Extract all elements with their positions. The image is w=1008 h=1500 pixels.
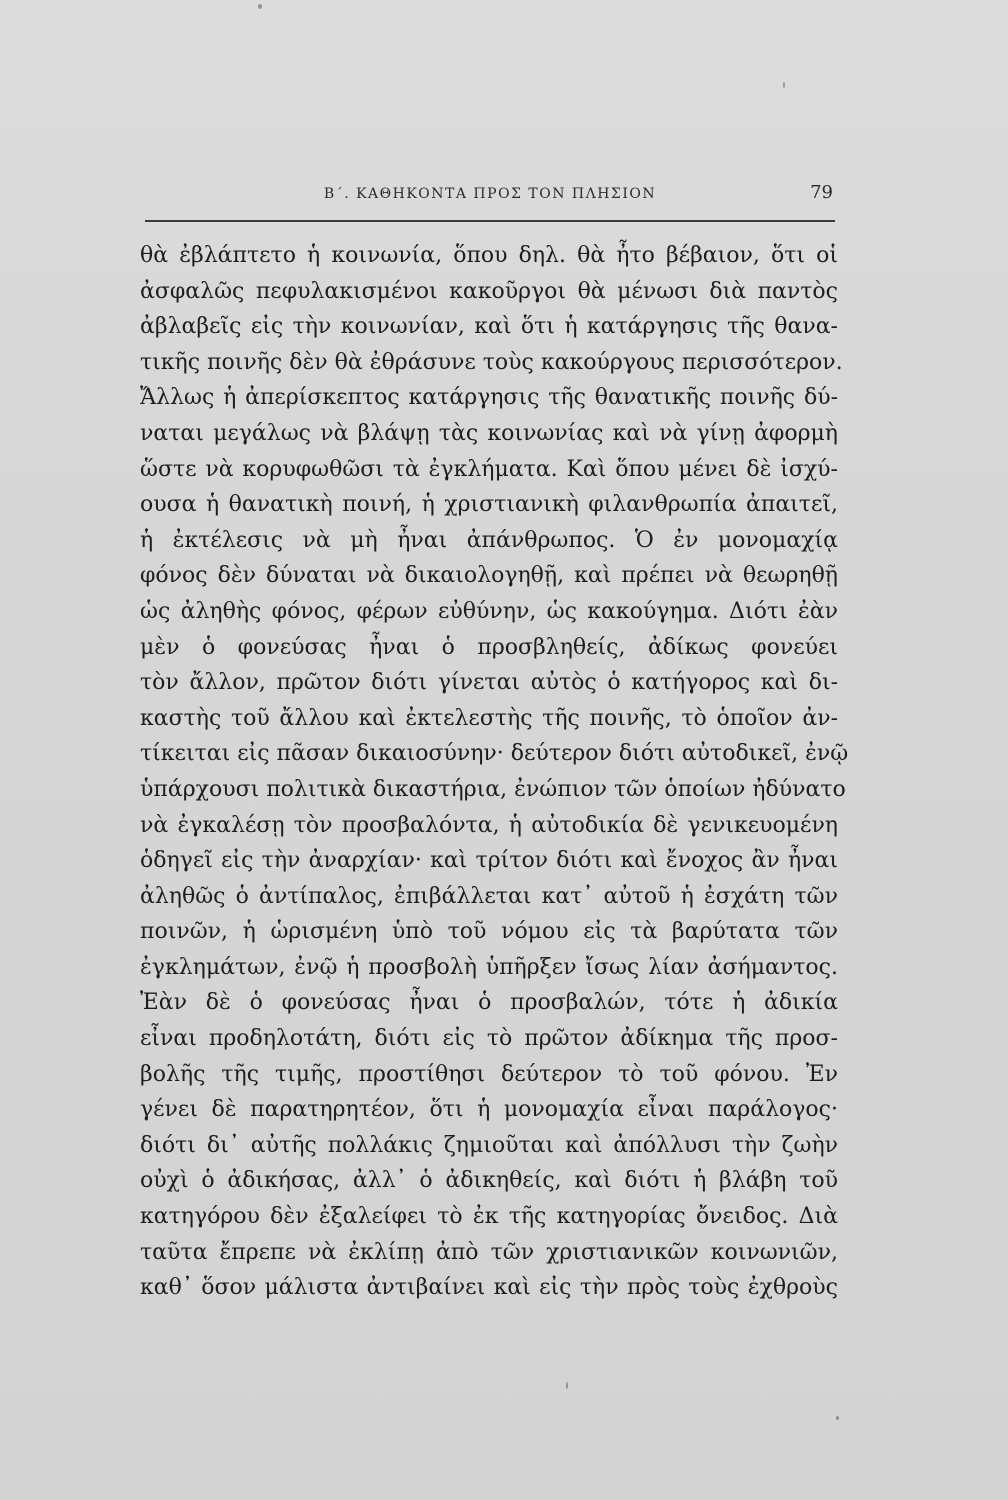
text-line: οὐχὶ ὁ ἀδικήσας, ἀλλ᾿ ὁ ἀδικηθείς, καὶ διότι ἡ βλάβη τοῦ (140, 1168, 838, 1194)
text-line: εἶναι προδηλοτάτη, διότι εἰς τὸ πρῶτον ἀδίκημα τῆς προσ- (140, 1026, 838, 1052)
text-line: διότι δι᾿ αὐτῆς πολλάκις ζημιοῦται καὶ ἀπόλλυσι τὴν ζωὴν (140, 1132, 838, 1158)
text-line: ἀσφαλῶς πεφυλακισμένοι κακοῦργοι θὰ μένωσι διὰ παντὸς (140, 278, 838, 304)
page-header (145, 180, 835, 208)
header-rule (145, 220, 835, 222)
paper-speck (566, 1382, 568, 1389)
text-line: ὡς ἀληθὴς φόνος, φέρων εὐθύνην, ὡς κακούγημα. Διότι ἐὰν (140, 598, 838, 624)
text-line: ἀληθῶς ὁ ἀντίπαλος, ἐπιβάλλεται κατ᾿ αὐτοῦ ἡ ἐσχάτη τῶν (140, 883, 838, 909)
body-text (140, 238, 849, 1306)
text-line: ἡ ἐκτέλεσις νὰ μὴ ἦναι ἀπάνθρωπος. Ὁ ἐν μονομαχίᾳ (140, 527, 838, 553)
text-line: θὰ ἐβλάπτετο ἡ κοινωνία, ὅπου δηλ. θὰ ἦτο βέβαιον, ὅτι οἱ (140, 243, 838, 268)
text-line: Ἄλλως ἡ ἀπερίσκεπτος κατάργησις τῆς θανατικῆς ποινῆς δύ- (140, 385, 838, 411)
text-line: καστὴς τοῦ ἄλλου καὶ ἐκτελεστὴς τῆς ποινῆς, τὸ ὁποῖον ἀν- (140, 705, 838, 731)
text-line: τὸν ἄλλον, πρῶτον διότι γίνεται αὐτὸς ὁ κατήγορος καὶ δι- (140, 670, 838, 696)
text-line: ἐγκλημάτων, ἐνῷ ἡ προσβολὴ ὑπῆρξεν ἴσως λίαν ἀσήμαντος. (140, 954, 838, 980)
text-line: ναται μεγάλως νὰ βλάψῃ τὰς κοινωνίας καὶ νὰ γίνῃ ἀφορμὴ (140, 420, 838, 446)
text-line: νὰ ἐγκαλέσῃ τὸν προσβαλόντα, ἡ αὐτοδικία δὲ γενικευομένη (140, 812, 838, 838)
text-line: ἀβλαβεῖς εἰς τὴν κοινωνίαν, καὶ ὅτι ἡ κατάργησις τῆς θανα- (140, 314, 838, 340)
text-line: καθ᾿ ὅσον μάλιστα ἀντιβαίνει καὶ εἰς τὴν πρὸς τοὺς ἐχθροὺς (140, 1275, 838, 1301)
page-number: 79 (810, 182, 833, 203)
text-line: φόνος δὲν δύναται νὰ δικαιολογηθῇ, καὶ πρέπει νὰ θεωρηθῇ (140, 563, 838, 589)
text-line: μὲν ὁ φονεύσας ἦναι ὁ προσβληθείς, ἀδίκως φονεύει (140, 634, 838, 660)
text-line: τικῆς ποινῆς δὲν θὰ ἐθράσυνε τοὺς κακούργους περισσότερον. (140, 349, 843, 375)
running-head: Β΄. ΚΑΘΗΚΟΝΤΑ ΠΡΟΣ ΤΟΝ ΠΛΗΣΙΟΝ (323, 186, 657, 202)
text-line: ὥστε νὰ κορυφωθῶσι τὰ ἐγκλήματα. Καὶ ὅπου μένει δὲ ἰσχύ- (140, 456, 838, 482)
paper-speck (836, 1416, 839, 1420)
paper-speck (783, 82, 785, 88)
text-line: ουσα ἡ θανατικὴ ποινή, ἡ χριστιανικὴ φιλανθρωπία ἀπαιτεῖ, (140, 492, 838, 518)
text-line: ὑπάρχουσι πολιτικὰ δικαστήρια, ἐνώπιον τῶν ὁποίων ἠδύνατο (140, 776, 846, 802)
text-line: βολῆς τῆς τιμῆς, προστίθησι δεύτερον τὸ τοῦ φόνου. Ἐν (140, 1061, 838, 1087)
text-line: ταῦτα ἔπρεπε νὰ ἐκλίπῃ ἀπὸ τῶν χριστιανικῶν κοινωνιῶν, (140, 1239, 838, 1265)
text-line: τίκειται εἰς πᾶσαν δικαιοσύνην· δεύτερον διότι αὐτοδικεῖ, ἐνῷ (140, 741, 849, 767)
paper-speck (258, 4, 262, 9)
text-line: ποινῶν, ἡ ὡρισμένη ὑπὸ τοῦ νόμου εἰς τὰ βαρύτατα τῶν (140, 919, 838, 945)
text-line: ὁδηγεῖ εἰς τὴν ἀναρχίαν· καὶ τρίτον διότι καὶ ἔνοχος ἂν ἦναι (140, 848, 838, 874)
text-line: κατηγόρου δὲν ἐξαλείφει τὸ ἐκ τῆς κατηγορίας ὄνειδος. Διὰ (140, 1204, 838, 1230)
text-line: Ἐὰν δὲ ὁ φονεύσας ἦναι ὁ προσβαλών, τότε ἡ ἀδικία (140, 990, 838, 1016)
text-line: γένει δὲ παρατηρητέον, ὅτι ἡ μονομαχία εἶναι παράλογος· (140, 1097, 838, 1123)
